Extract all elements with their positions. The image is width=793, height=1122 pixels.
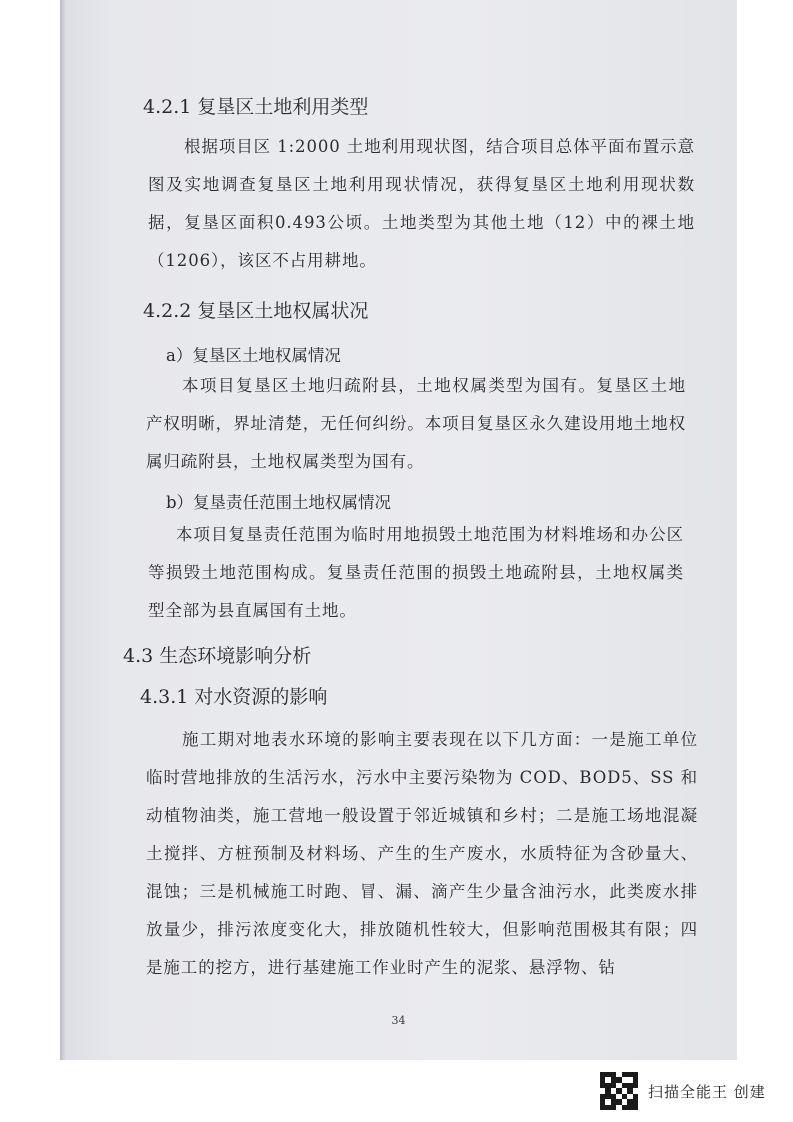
document-page [60, 0, 737, 1060]
paragraph-water-impact: 施工期对地表水环境的影响主要表现在以下几方面：一是施工单位临时营地排放的生活污水，污水中主要污染物为 COD、BOD5、SS 和动植物油类，施工营地一般设置于邻近城镇和乡村；二是施工场地混凝土搅拌、方桩预制及材料场、产生的生产废水，水质特征为含砂量大、混蚀；三是机械施工时跑、冒、漏、滴产生少量含油污水，此类废水排放量少，排污浓度变化大，排放随机性较大，但影响范围极其有限；四是施工的挖方，进行基建施工作业时产生的泥浆、悬浮物、钻 [146, 730, 698, 977]
paragraph-responsibility-scope: 本项目复垦责任范围为临时用地损毁土地范围为材料堆场和办公区等损毁土地范围构成。复垦责任范围的损毁土地疏附县，土地权属类型全部为县直属国有土地。 [148, 525, 684, 620]
page-edge-shadow [60, 0, 66, 1060]
subheading-a: a）复垦区土地权属情况 [166, 346, 341, 365]
scanner-watermark [600, 1071, 766, 1111]
heading-4-3: 4.3 生态环境影响分析 [123, 645, 312, 667]
scanner-brand-text: 扫描全能王 创建 [648, 1082, 766, 1101]
qr-code-icon [600, 1072, 638, 1110]
heading-4-3-1: 4.3.1 对水资源的影响 [140, 686, 328, 708]
heading-4-2-2: 4.2.2 复垦区土地权属状况 [143, 300, 369, 322]
page-number: 34 [391, 1014, 406, 1027]
subheading-b: b）复垦责任范围土地权属情况 [166, 493, 392, 512]
paragraph-land-use: 根据项目区 1:2000 土地利用现状图，结合项目总体平面布置示意图及实地调查复垦区土地利用现状情况，获得复垦区土地利用现状数据，复垦区面积0.493公顷。土地类型为其他土地（12）中的裸土地（1206），该区不占用耕地。 [148, 137, 695, 270]
heading-4-2-1: 4.2.1 复垦区土地利用类型 [143, 96, 369, 118]
paragraph-ownership: 本项目复垦区土地归疏附县，土地权属类型为国有。复垦区土地产权明晰，界址清楚，无任何纠纷。本项目复垦区永久建设用地土地权属归疏附县，土地权属类型为国有。 [146, 376, 686, 471]
